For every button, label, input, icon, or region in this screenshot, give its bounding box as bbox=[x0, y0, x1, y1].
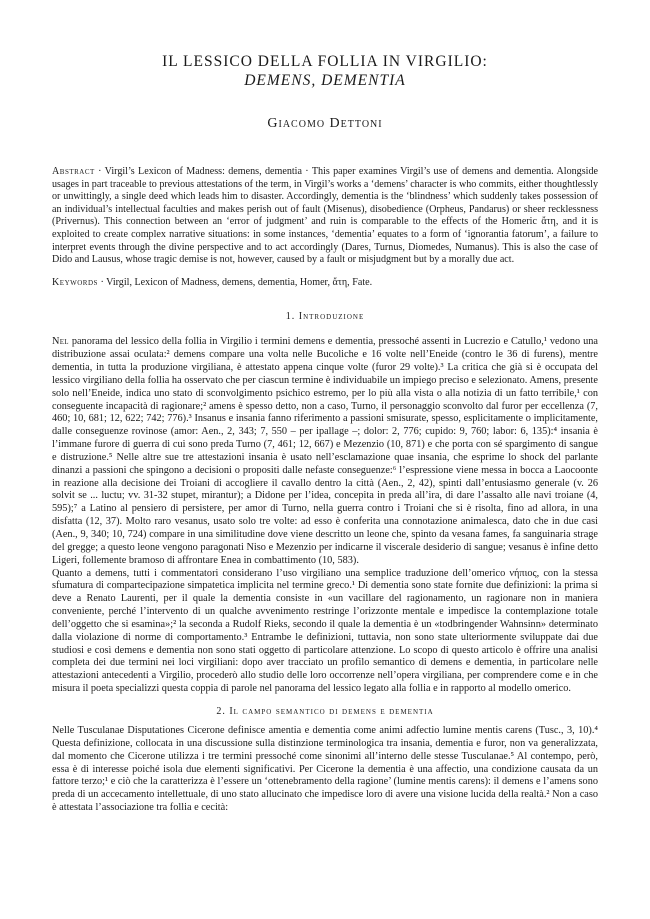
paragraph: Nelle Tusculanae Disputationes Cicerone definisce amentia e dementia come animi adfectio lumine mentis carens (Tusc., 3, 10).⁴ Questa definizione, collocata in una discussione sulla distinzione terminologica tra insania, dementia e furor, non va generalizzata, dal momento che Cicerone utilizza i tre termini pressoché come sinonimi all’interno delle stesse Tusculanae.⁵ Al contempo, però, essa è di interesse poiché isola due elementi significativi. Per Cicerone la dementia è una affectio, una condizione causata da un fattore terzo;¹ e ciò che la caratterizza è l’essere un ‘ottenebramento della ragione’ (lumine mentis carens): il demens e l’amens sono preda di un accecamento intellettuale, di uno stato allucinato che impedisce loro di avere una visione lucida della realtà.² Non a caso è attestata l’associazione tra follia e cecità: bbox=[52, 724, 598, 814]
paragraph bbox=[52, 336, 598, 567]
keywords-label: Keywords bbox=[52, 276, 98, 288]
keywords-text: · Virgil, Lexicon of Madness, demens, dementia, Homer, ἄτη, Fate. bbox=[100, 276, 373, 288]
section-heading-introduzione: 1. Introduzione bbox=[285, 311, 365, 323]
keywords bbox=[52, 277, 598, 290]
author-name: Giacomo Dettoni bbox=[267, 116, 383, 131]
paper-title: IL LESSICO DELLA FOLLIA IN VIRGILIO: bbox=[162, 53, 488, 70]
title-block bbox=[52, 0, 598, 132]
section-body-introduzione bbox=[52, 336, 598, 696]
paper-subtitle: DEMENS, DEMENTIA bbox=[244, 72, 406, 89]
section-heading-campo-semantico: 2. Il campo semantico di demens e dementia bbox=[216, 705, 434, 717]
abstract-label: Abstract bbox=[52, 166, 95, 177]
paragraph: Quanto a demens, tutti i commentatori considerano l’uso virgiliano una semplice traduzione dell’omerico νήπιος, con la stessa sfumatura di compartecipazione simpatetica implicita nel termine greco.¹ Di dementia sono state fornite due definizioni: la prima si deve a Renato Laurenti, per il quale la dementia consiste in «un vacillare del ragionamento, un ragionare non in maniera conveniente, perché l’intervento di un qualche avvenimento restringe l’orizzonte mentale e impedisce la contemplazione totale dell’oggetto che si esamina»;² la seconda a Rudolf Rieks, secondo il quale la dementia è un «todbringender Wahnsinn» determinato dalla violazione di norme di comportamento.³ Entrambe le definizioni, tuttavia, non sono state ulteriormente sviluppate dai due studiosi e così demens e dementia non sono stati oggetto di particolare attenzione. Lo scopo di questo articolo è offrire una analisi completa dei due termini nei loci virgiliani: dopo aver tracciato un profilo semantico di demens e dementia, in particolare nelle attestazioni antecedenti a Virgilio, procederò allo studio delle loro occorrenze nell’opera virgiliana, per comprendere come e in che misura il poeta specializzi questa coppia di parole nel panorama del lessico legato alla follia e in rapporto al modello omerico. bbox=[52, 567, 598, 695]
paragraph-text: panorama del lessico della follia in Virgilio i termini demens e dementia, pressoché assenti in Lucrezio e Catullo,¹ vedono una distribuzione assai oculata:² demens compare una volta nelle Bucoliche e 16 volte nell’Eneide (contro le 36 di furens), mentre dementia, in tutta la produzione virgiliana, è attestato appena cinque volte (furor 29 volte).³ La critica che già si è occupata del lessico virgiliano della follia ha osservato che per ciascun termine è individuabile un impiego preciso e selezionato. Amens, presente solo nell’Eneide, indica uno stato di sconvolgimento psichico estremo, per lo più alla vista o alla notizia di un fatto terribile,¹ con conseguente incapacità di ragionare;² amens è spesso detto, non a caso, Turno, il personaggio sconvolto dal furor per eccellenza (7, 460; 10, 681; 12, 622; 742; 776).³ Insanus e insania fanno riferimento a passioni smisurate, spesso, esplicitamente o implicitamente, dalle conseguenze rovinose (amor: Aen., 2, 343; 7, 550 – per ipallage –; dolor: 2, 776; cupido: 9, 760; labor: 6, 135):⁴ insania è l’immane furore di guerra di cui sono preda Turno (7, 461; 12, 667) e Mezenzio (10, 871) e che porta con sé spargimento di sangue e distruzione.⁵ Nelle altre sue tre attestazioni insania è usato nell’esclamazione quae insania, che esprime lo shock del parlante dinanzi a passioni che spingono a decisioni o propositi dalle nefaste conseguenze:⁶ l’espressione viene messa in bocca a Laocoonte in reazione alla decisione dei Troiani di accogliere il cavallo dentro la città (Aen., 2, 42), spinti dall’entusiasmo generale (v. 26 solvit se ... luctu; vv. 31-32 stupet, mirantur); a Didone per l’idea, concepita in preda all’ira, di dare l’assalto alle navi troiane (4, 595);⁷ a Latino al pensiero di persistere, per amor di Turno, nella guerra contro i Troiani che si è risolta, fino ad allora, in una disfatta (12, 37). Molto raro vesanus, usato solo tre volte: ad esso è conferita una connotazione animalesca, dato che in due casi (Aen., 9, 340; 10, 724) compare in una similitudine dove viene descritto un leone che, spinto da vesana fames, fa sanguinaria strage del gregge; a questo leone vengono paragonati Niso e Mezenzio per indicarne il viscerale desiderio di sangue; vesanus è infine detto Ligeri, follemente bramoso di affrontare Enea in combattimento (10, 583). bbox=[52, 336, 599, 566]
section-body-campo-semantico bbox=[52, 725, 598, 815]
abstract-text: · Virgil’s Lexicon of Madness: demens, dementia · This paper examines Virgil’s use of demens and dementia. Alongside usages in part traceable to previous attestations of the term, in Virgil’s works a ‘demens’ character is who commits, either thoughtlessly or unwittingly, a single deed which leads him to disaster. Accordingly, dementia is the ‘blindness’ which suddenly takes possession of an individual’s intellectual faculties and makes perish out of fault (Misenus), disobedience (Orpheus, Pandarus) or sheer recklessness (Privernus). This connection between an ‘error of judgment’ and ruin is comparable to the effects of the Homeric ἄτη, and it is exploited to create complex narrative situations: in some instances, ‘dementia’ equates to a form of ‘ignorantia fatorum’, a failure to interpret events through the divine perspective and to act accordingly (Dares, Turnus, Diomedes, Numanus). This is also the case of Dido and Lausus, whose tragic demise is not, however, caused by a fault or misjudgment but by a morally due act. bbox=[52, 166, 598, 266]
abstract bbox=[52, 166, 598, 267]
lead-word: Nel bbox=[52, 336, 69, 348]
